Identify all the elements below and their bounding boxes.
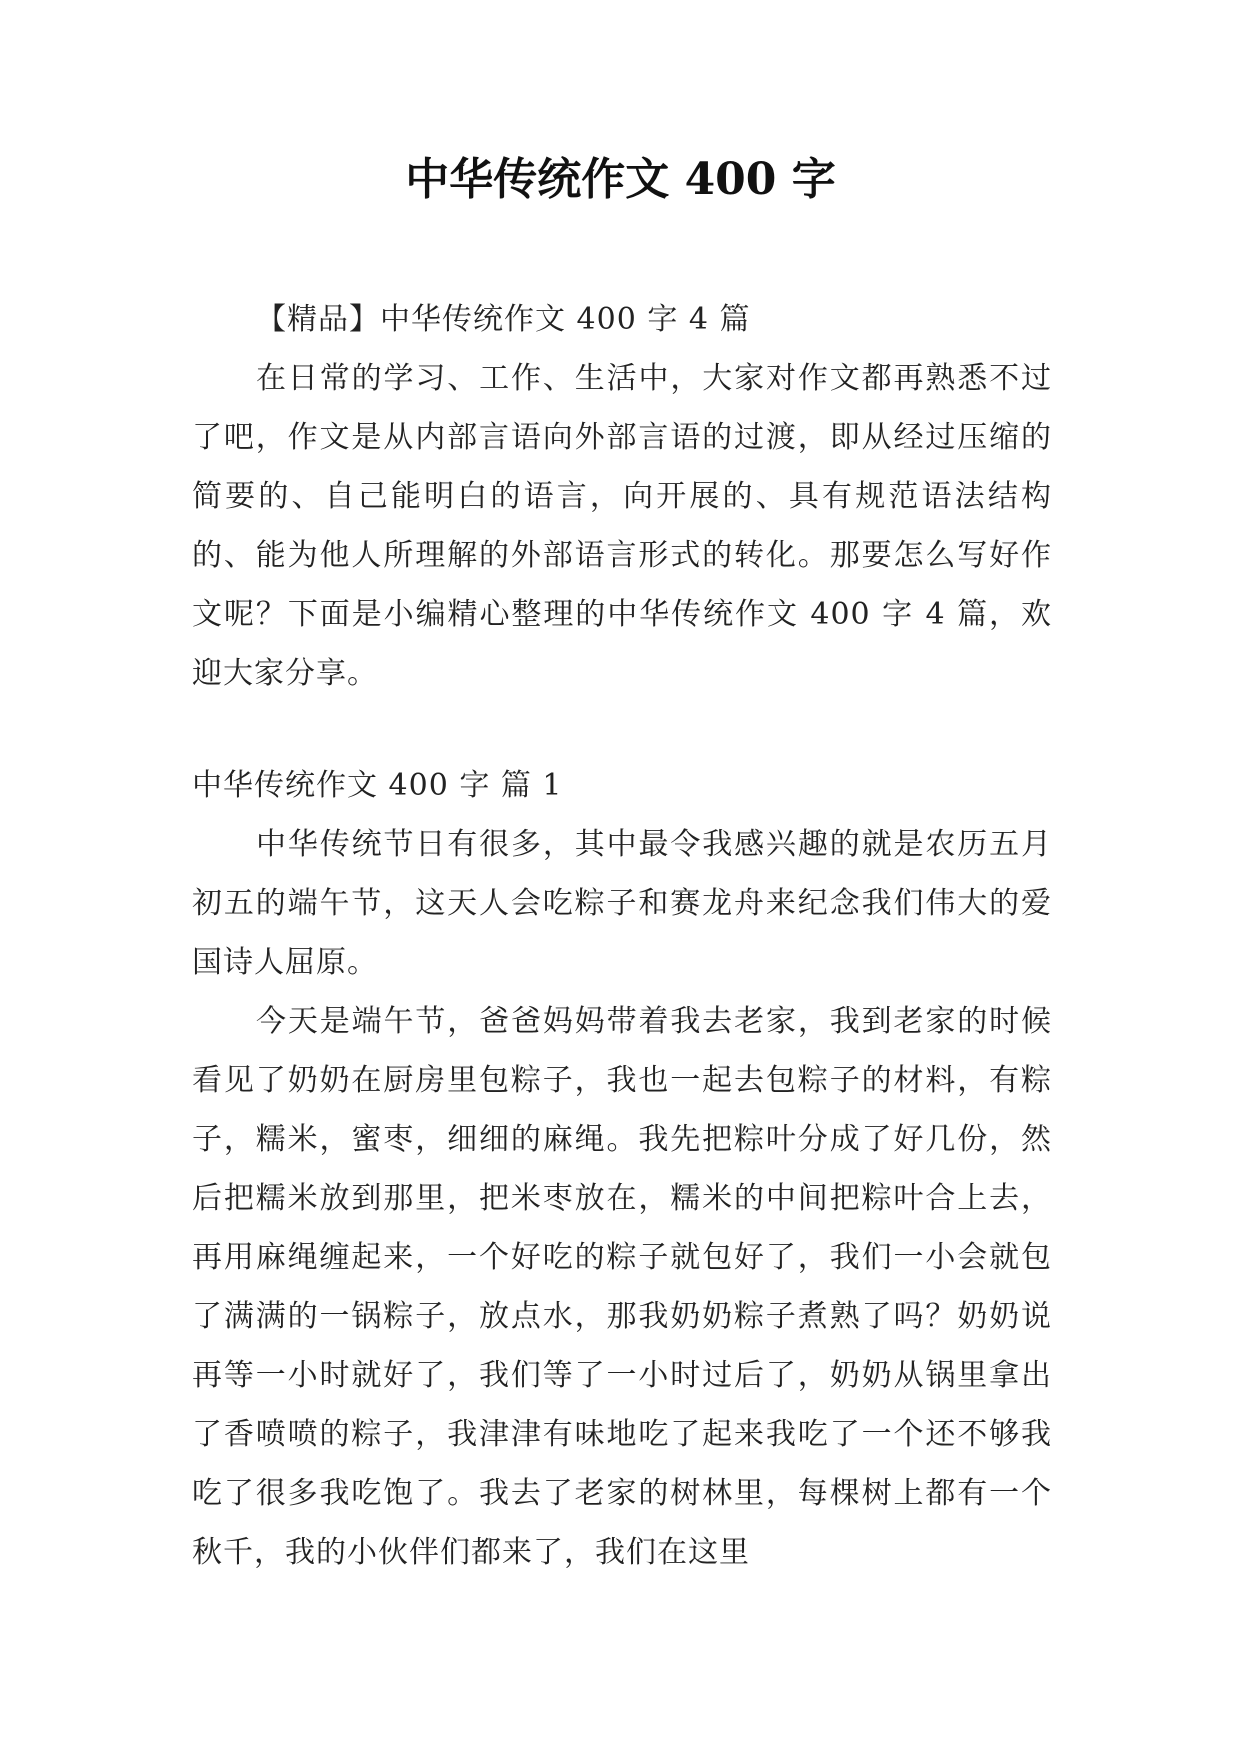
document-body: [192, 290, 1052, 1582]
intro-paragraph: 在日常的学习、工作、生活中，大家对作文都再熟悉不过了吧，作文是从内部言语向外部言语的过渡，即从经过压缩的简要的、自己能明白的语言，向开展的、具有规范语法结构的、能为他人所理解的外部语言形式的转化。那要怎么写好作文呢？下面是小编精心整理的中华传统作文 400 字 4 篇，欢迎大家分享。: [192, 361, 1052, 691]
section-title: 中华传统作文 400 字 篇 1: [192, 768, 563, 803]
body-paragraph-1: 中华传统节日有很多，其中最令我感兴趣的就是农历五月初五的端午节，这天人会吃粽子和赛龙舟来纪念我们伟大的爱国诗人屈原。: [192, 827, 1052, 980]
body-paragraph-2: 今天是端午节，爸爸妈妈带着我去老家，我到老家的时候看见了奶奶在厨房里包粽子，我也一起去包粽子的材料，有粽子，糯米，蜜枣，细细的麻绳。我先把粽叶分成了好几份，然后把糯米放到那里，把米枣放在，糯米的中间把粽叶合上去，再用麻绳缠起来，一个好吃的粽子就包好了，我们一小会就包了满满的一锅粽子，放点水，那我奶奶粽子煮熟了吗？奶奶说再等一小时就好了，我们等了一小时过后了，奶奶从锅里拿出了香喷喷的粽子，我津津有味地吃了起来我吃了一个还不够我吃了很多我吃饱了。我去了老家的树林里，每棵树上都有一个秋千，我的小伙伴们都来了，我们在这里: [192, 1004, 1052, 1570]
document-subtitle: 【精品】中华传统作文 400 字 4 篇: [256, 302, 751, 337]
document-title: 中华传统作文 400 字: [405, 154, 836, 205]
